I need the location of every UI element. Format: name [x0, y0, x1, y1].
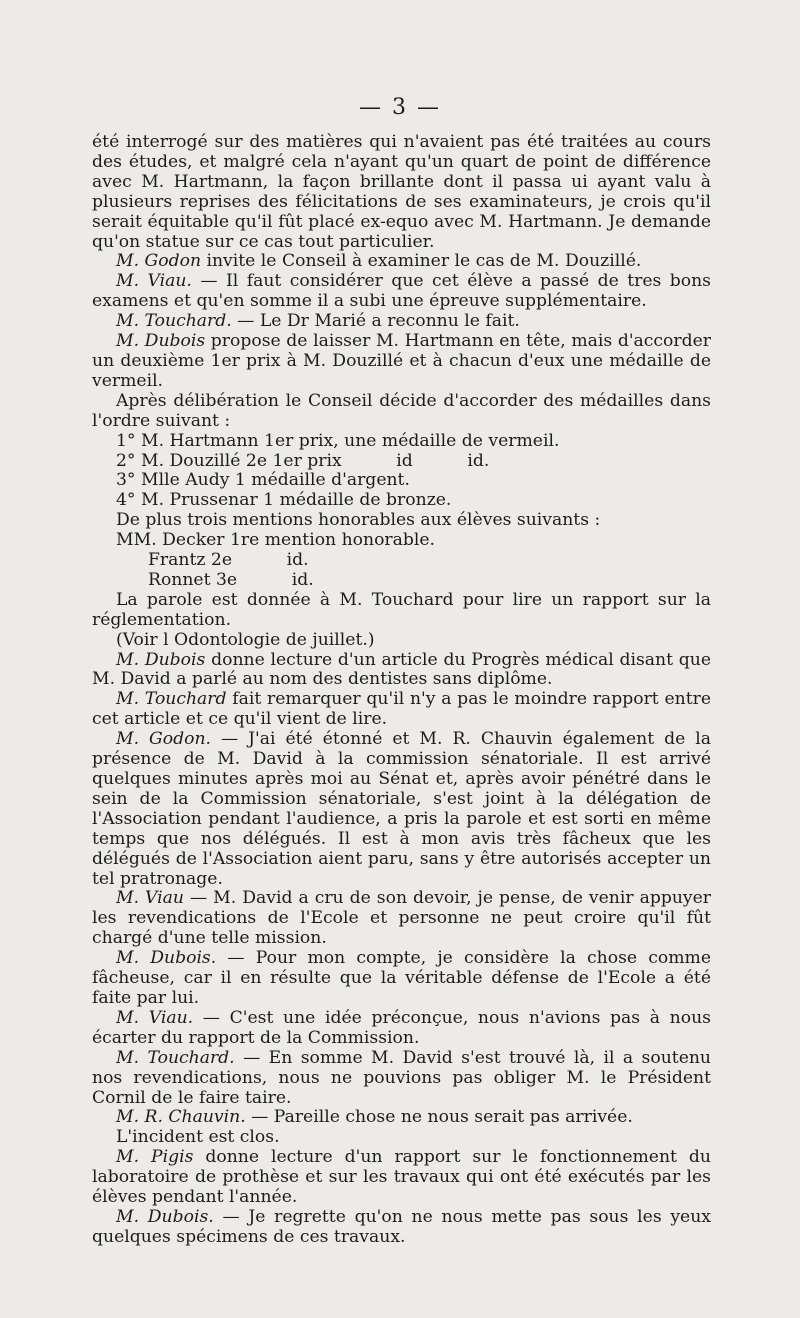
paragraph — [92, 651, 711, 691]
award-line: De plus trois mentions honorables aux élèves suivants : — [116, 510, 601, 531]
speaker: M. Dubois — [116, 331, 206, 352]
mention-line: Frantz 2e id. — [148, 550, 309, 571]
speaker: M. Godon. — [116, 729, 211, 750]
award-line: 1° M. Hartmann 1er prix, une médaille de vermeil. — [116, 430, 560, 451]
awards-list — [92, 432, 711, 551]
paragraph — [92, 312, 711, 332]
paragraph — [92, 1208, 711, 1248]
paragraph — [92, 252, 711, 272]
paragraph-text: — C'est une idée préconçue, nous n'avions pas à nous écarter du rapport de la Commission. — [92, 1007, 711, 1048]
paragraph — [92, 1148, 711, 1208]
paragraph — [92, 272, 711, 312]
paragraph — [92, 332, 711, 392]
paragraph-text: donne lecture d'un rapport sur le fonctionnement du laboratoire de prothèse et sur les travaux qui ont été exécutés par les élèves pendant l'année. — [92, 1147, 711, 1208]
award-line: 2° M. Douzillé 2e 1er prix id id. — [116, 450, 490, 471]
paragraph — [92, 591, 711, 631]
paragraph-text: — Je regrette qu'on ne nous mette pas sous les yeux quelques spécimens de ces travaux. — [92, 1206, 711, 1247]
paragraph-text: été interrogé sur des matières qui n'avaient pas été traitées au cours des études, et malgré cela n'ayant qu'un quart de point de différence avec M. Hartmann, la façon brillante dont il passa ui ayant valu à plusieurs reprises des félicitations de ses examinateurs, je crois qu'il serait équitable qu'il fût placé ex-equo avec M. Hartmann. Je demande qu'on statue sur ce cas tout particulier. — [92, 132, 711, 252]
award-line: 3° Mlle Audy 1 médaille d'argent. — [116, 470, 410, 491]
paragraph-text: — Le Dr Marié a reconnu le fait. — [231, 311, 520, 332]
speaker: M. Viau. — [116, 271, 192, 292]
paragraph — [92, 949, 711, 1009]
paragraph-text: — Pareille chose ne nous serait pas arrivée. — [245, 1107, 633, 1128]
paragraph-text: — Pour mon compte, je considère la chose comme fâcheuse, car il en résulte que la véritable défense de l'Ecole a été faite par lui. — [92, 948, 711, 1008]
paragraph-text: — En somme M. David s'est trouvé là, il a soutenu nos revendications, nous ne pouvions pas obliger M. le Président Cornil de le faire taire. — [92, 1047, 712, 1108]
paragraph-text: Après délibération le Conseil décide d'accorder des médailles dans l'ordre suivant : — [92, 390, 711, 431]
speaker: M. Touchard. — [116, 311, 232, 332]
speaker: M. Pigis — [116, 1147, 194, 1168]
speaker: M. Viau. — [116, 1007, 194, 1028]
mention-line: Ronnet 3e id. — [148, 569, 314, 590]
speaker: M. Viau — [116, 888, 184, 909]
award-line: MM. Decker 1re mention honorable. — [116, 530, 436, 551]
paragraph — [92, 1049, 711, 1109]
paragraph — [92, 1128, 711, 1148]
paragraph-text: invite le Conseil à examiner le cas de M. Douzillé. — [201, 251, 642, 272]
paragraph — [92, 690, 711, 730]
paragraph-text: La parole est donnée à M. Touchard pour lire un rapport sur la réglementation. — [92, 589, 711, 630]
paragraph — [92, 730, 711, 889]
paragraph-text: L'incident est clos. — [116, 1127, 280, 1148]
paragraph-text: (Voir l Odontologie de juillet.) — [116, 629, 375, 650]
paragraph — [92, 889, 711, 949]
page-number: — 3 — — [359, 95, 441, 120]
paragraph — [92, 1108, 711, 1128]
speaker: M. Touchard. — [116, 1047, 235, 1068]
speaker: M. Dubois. — [116, 1206, 214, 1227]
paragraph-text: — J'ai été étonné et M. R. Chauvin également de la présence de M. David à la commission sénatoriale. Il est arrivé quelques minutes après moi au Sénat et, après avoir pénétré dans le sein de la Commission sénatoriale, s'est joint à la délégation de l'Association pendant l'audience, a pris la parole et est sorti en même temps que nos délégués. Il est à mon avis très fâcheux que les délégués de l'Association aient paru, sans y être autorisés accepter un tel pratronage. — [92, 729, 711, 889]
paragraph — [92, 133, 711, 252]
paragraph — [92, 1009, 711, 1049]
paragraph-text: — M. David a cru de son devoir, je pense, de venir appuyer les revendications de l'Ecole et personne ne peut croire qu'il fût chargé d'une telle mission. — [92, 888, 711, 949]
paragraph-text: propose de laisser M. Hartmann en tête, mais d'accorder un deuxième 1er prix à M. Douzillé et à chacun d'eux une médaille de vermeil. — [92, 331, 711, 391]
speaker: M. Godon — [116, 251, 202, 272]
paragraph — [92, 392, 711, 432]
paragraph — [92, 631, 711, 651]
paragraph-text: fait remarquer qu'il n'y a pas le moindre rapport entre cet article et ce qu'il vient de lire. — [92, 689, 711, 730]
speaker: M. Touchard — [116, 689, 227, 710]
paragraph-text: — Il faut considérer que cet élève a passé de tres bons examens et qu'en somme il a subi une épreuve supplémentaire. — [92, 271, 711, 312]
paragraph-text: donne lecture d'un article du Progrès médical disant que M. David a parlé au nom des dentistes sans diplôme. — [92, 649, 711, 690]
speaker: M. Dubois — [116, 649, 206, 670]
speaker: M. R. Chauvin. — [116, 1107, 246, 1128]
speaker: M. Dubois. — [116, 948, 217, 969]
document-body — [92, 133, 711, 1248]
award-line: 4° M. Prussenar 1 médaille de bronze. — [116, 490, 452, 511]
